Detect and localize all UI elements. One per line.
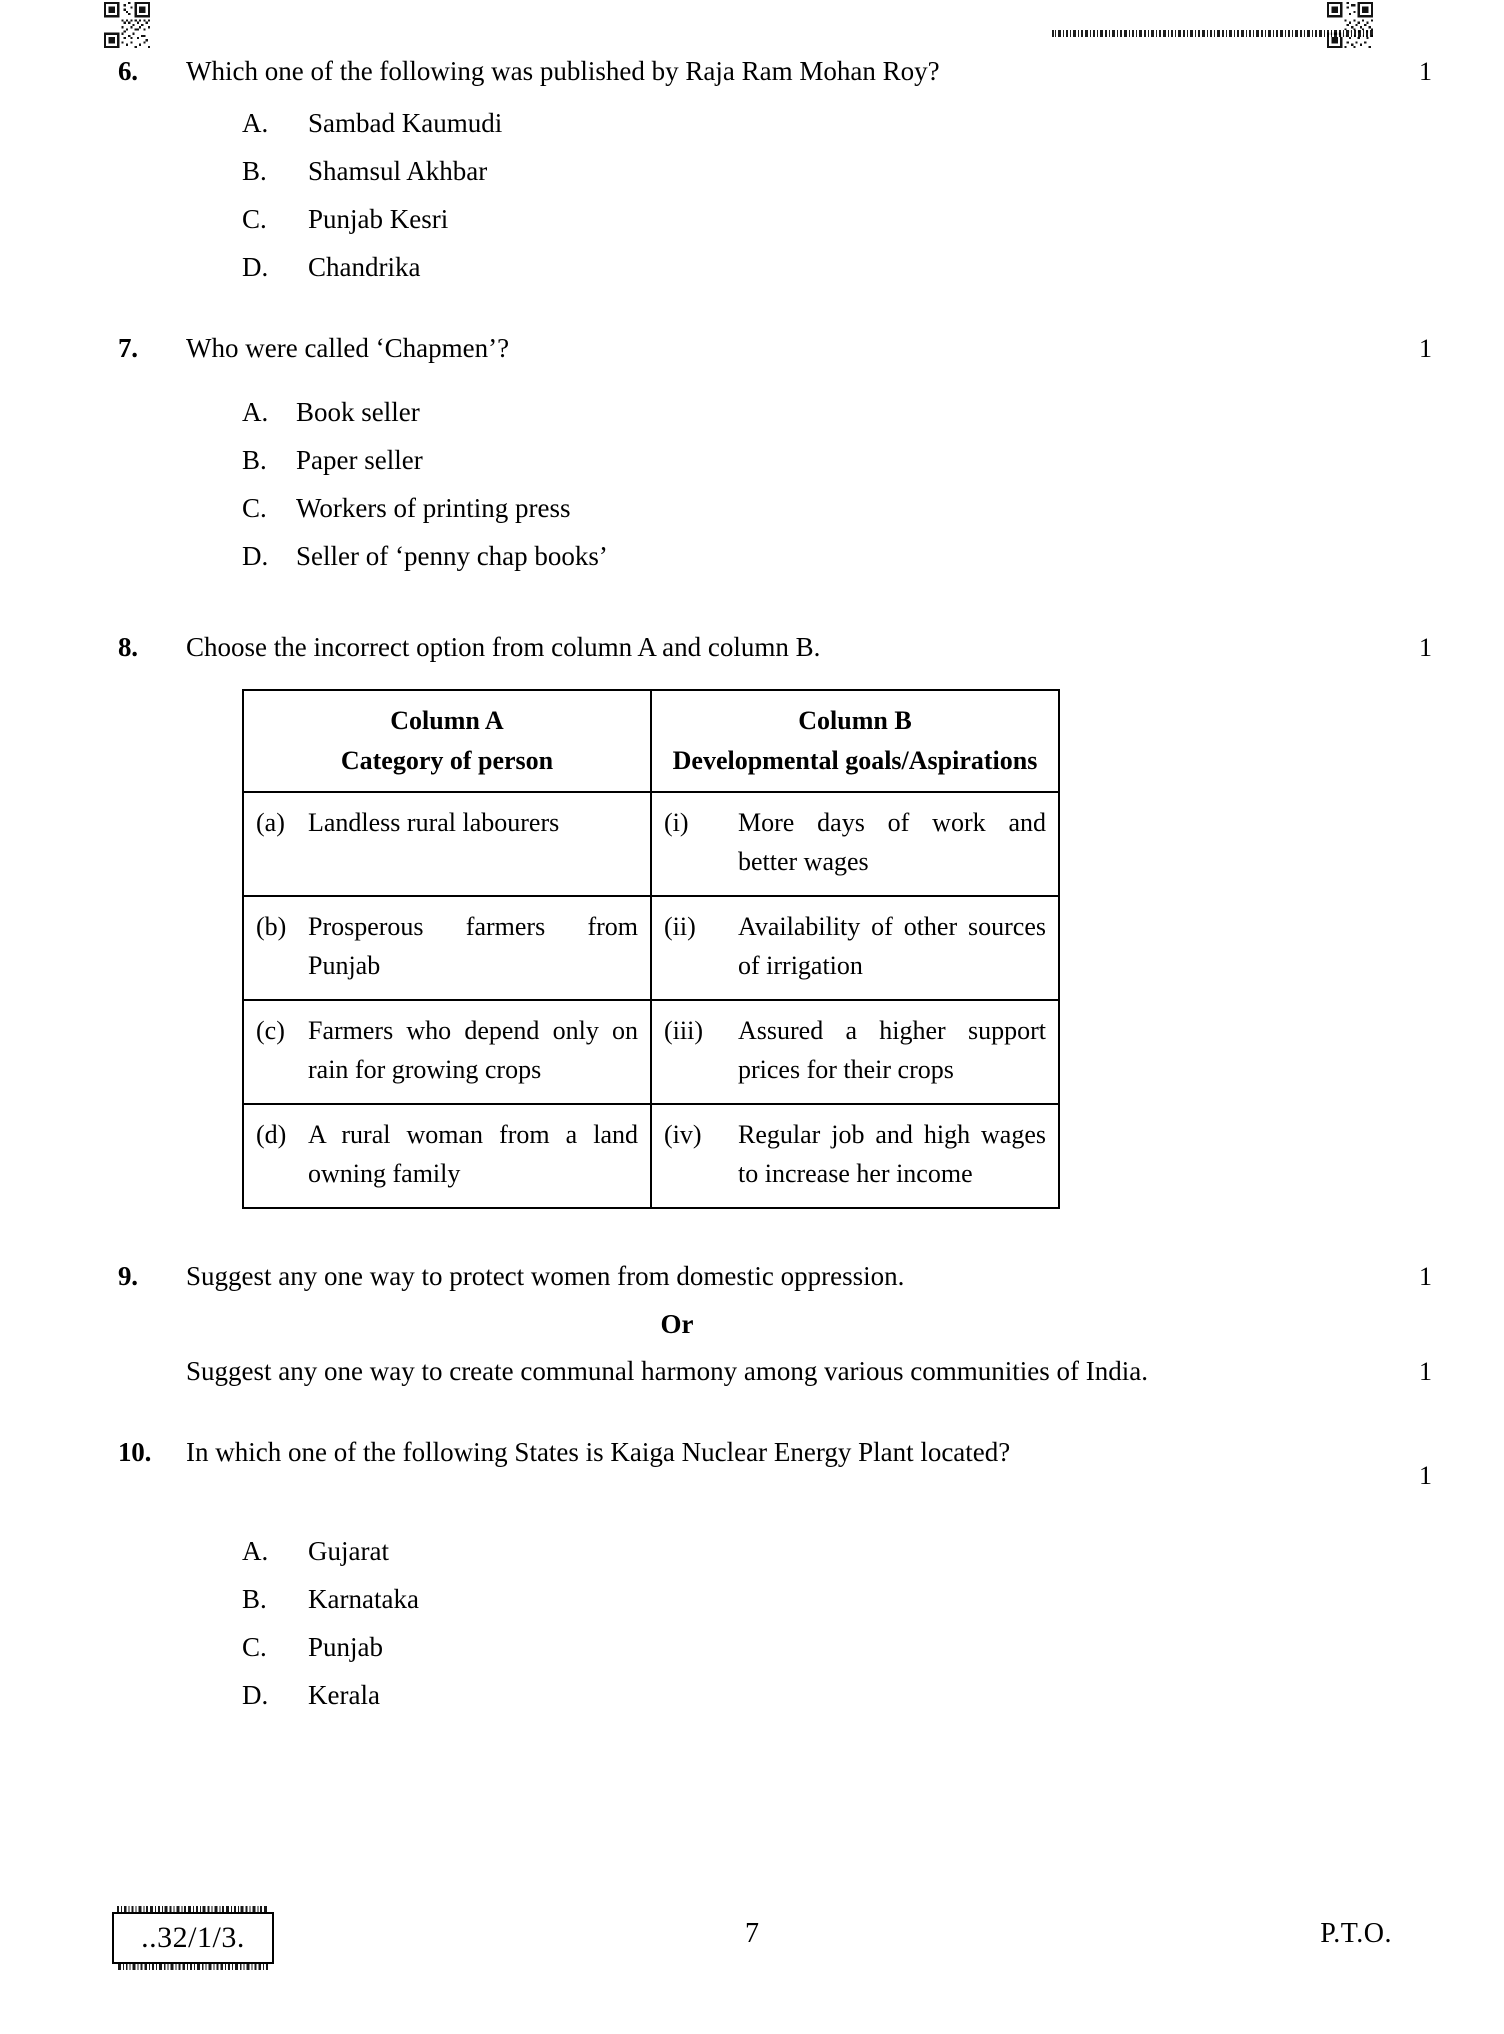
- question-text: Which one of the following was published by Raja Ram Mohan Roy?: [186, 56, 940, 86]
- question-marks: 1: [1419, 57, 1432, 86]
- table-cell-left: [243, 896, 651, 1000]
- question-marks: 1: [1419, 633, 1432, 662]
- pto-label: P.T.O.: [1320, 1918, 1392, 1949]
- table-row: [243, 1104, 1059, 1208]
- row-marker-right: (iv): [664, 1120, 702, 1149]
- question-10-options: [0, 1523, 1504, 1719]
- option-text: Seller of ‘penny chap books’: [296, 541, 608, 571]
- row-marker-right: (i): [664, 808, 689, 837]
- or-separator: Or: [660, 1309, 694, 1339]
- option-item[interactable]: [242, 1527, 1368, 1575]
- option-item[interactable]: [242, 388, 1368, 436]
- table-row: [243, 1000, 1059, 1104]
- question-9: [0, 1253, 1504, 1300]
- row-marker-right: (ii): [664, 912, 696, 941]
- option-label: B.: [242, 1584, 267, 1614]
- question-6: [0, 48, 1504, 95]
- row-text-left: A rural woman from a land owning family: [308, 1120, 638, 1188]
- table-cell-right: [651, 1000, 1059, 1104]
- option-label: D.: [242, 541, 269, 571]
- table-cell-right: [651, 1104, 1059, 1208]
- question-number: 9.: [118, 1261, 138, 1291]
- page-footer: [0, 1912, 1504, 1982]
- option-label: C.: [242, 1632, 267, 1662]
- row-marker-right: (iii): [664, 1016, 703, 1045]
- question-marks: 1: [1419, 334, 1432, 363]
- option-label: C.: [242, 204, 267, 234]
- match-columns-table: [242, 689, 1060, 1209]
- row-text-right: Assured a higher support prices for their crops: [738, 1016, 1046, 1084]
- question-marks: 1: [1419, 1262, 1432, 1291]
- question-9-alternative-marks-row: [0, 1348, 1504, 1395]
- question-8: [0, 624, 1504, 671]
- option-text: Kerala: [308, 1680, 380, 1710]
- option-item[interactable]: [242, 1575, 1368, 1623]
- option-item[interactable]: [242, 532, 1368, 580]
- table-cell-left: [243, 792, 651, 896]
- row-marker-left: (c): [256, 1016, 285, 1045]
- question-10: [0, 1429, 1504, 1523]
- row-text-right: Availability of other sources of irrigation: [738, 912, 1046, 980]
- table-row: [243, 792, 1059, 896]
- question-text: In which one of the following States is Kaiga Nuclear Energy Plant located?: [186, 1437, 1011, 1467]
- page-number: 7: [745, 1918, 759, 1949]
- option-text: Sambad Kaumudi: [308, 108, 503, 138]
- table-cell-left: [243, 1104, 651, 1208]
- option-text: Punjab: [308, 1632, 384, 1662]
- option-item[interactable]: [242, 436, 1368, 484]
- question-6-options: [0, 95, 1504, 291]
- question-number: 7.: [118, 333, 138, 363]
- qr-code-icon-top-left: [104, 2, 150, 48]
- option-text: Chandrika: [308, 252, 421, 282]
- question-7-options: [0, 384, 1504, 580]
- question-marks: 1: [1419, 1461, 1432, 1490]
- barcode-icon-code-top: [117, 1906, 269, 1912]
- row-marker-left: (d): [256, 1120, 287, 1149]
- row-marker-left: (a): [256, 808, 285, 837]
- table-header-column-a: [243, 690, 651, 792]
- question-text: Who were called ‘Chapmen’?: [186, 333, 510, 363]
- alternative-question-text: Suggest any one way to create communal harmony among various communities of India.: [186, 1356, 1149, 1386]
- question-number: 10.: [118, 1437, 152, 1467]
- column-b-title: Column B: [798, 706, 912, 735]
- qr-code-icon-top-right: [1327, 2, 1373, 48]
- option-item[interactable]: [242, 243, 1368, 291]
- option-item[interactable]: [242, 484, 1368, 532]
- option-label: A.: [242, 108, 269, 138]
- option-label: B.: [242, 156, 267, 186]
- option-text: Punjab Kesri: [308, 204, 449, 234]
- row-text-right: Regular job and high wages to increase her income: [738, 1120, 1046, 1188]
- question-number: 8.: [118, 632, 138, 662]
- table-cell-right: [651, 792, 1059, 896]
- column-a-title: Column A: [390, 706, 504, 735]
- option-label: A.: [242, 397, 269, 427]
- question-list: [0, 48, 1504, 1719]
- option-label: D.: [242, 1680, 269, 1710]
- question-7: [0, 325, 1504, 372]
- barcode-icon-code-bottom: [117, 1964, 269, 1970]
- alternative-question-marks: 1: [1419, 1357, 1432, 1386]
- question-text: Choose the incorrect option from column A and column B.: [186, 632, 821, 662]
- barcode-icon-top-right: [1052, 30, 1374, 37]
- question-text: Suggest any one way to protect women from domestic oppression.: [186, 1261, 905, 1291]
- option-text: Gujarat: [308, 1536, 389, 1566]
- paper-code-text: ..32/1/3.: [141, 1921, 245, 1954]
- table-header-column-b: [651, 690, 1059, 792]
- column-b-subtitle: Developmental goals/Aspirations: [672, 746, 1038, 775]
- option-label: D.: [242, 252, 269, 282]
- option-label: C.: [242, 493, 267, 523]
- question-8-table-wrap: [0, 671, 1504, 1209]
- table-cell-right: [651, 896, 1059, 1000]
- option-text: Workers of printing press: [296, 493, 571, 523]
- option-item[interactable]: [242, 99, 1368, 147]
- table-row: [243, 896, 1059, 1000]
- row-text-left: Farmers who depend only on rain for growing crops: [308, 1016, 638, 1084]
- option-text: Shamsul Akhbar: [308, 156, 488, 186]
- column-a-subtitle: Category of person: [340, 746, 554, 775]
- option-item[interactable]: [242, 195, 1368, 243]
- table-cell-left: [243, 1000, 651, 1104]
- option-text: Paper seller: [296, 445, 423, 475]
- option-label: A.: [242, 1536, 269, 1566]
- question-number: 6.: [118, 56, 138, 86]
- row-text-left: Landless rural labourers: [308, 808, 560, 837]
- row-text-left: Prosperous farmers from Punjab: [308, 912, 638, 980]
- option-item[interactable]: [242, 1671, 1368, 1719]
- option-item[interactable]: [242, 147, 1368, 195]
- option-item[interactable]: [242, 1623, 1368, 1671]
- option-text: Karnataka: [308, 1584, 419, 1614]
- row-marker-left: (b): [256, 912, 287, 941]
- table-header-row: [243, 690, 1059, 792]
- option-label: B.: [242, 445, 267, 475]
- option-text: Book seller: [296, 397, 420, 427]
- row-text-right: More days of work and better wages: [738, 808, 1046, 876]
